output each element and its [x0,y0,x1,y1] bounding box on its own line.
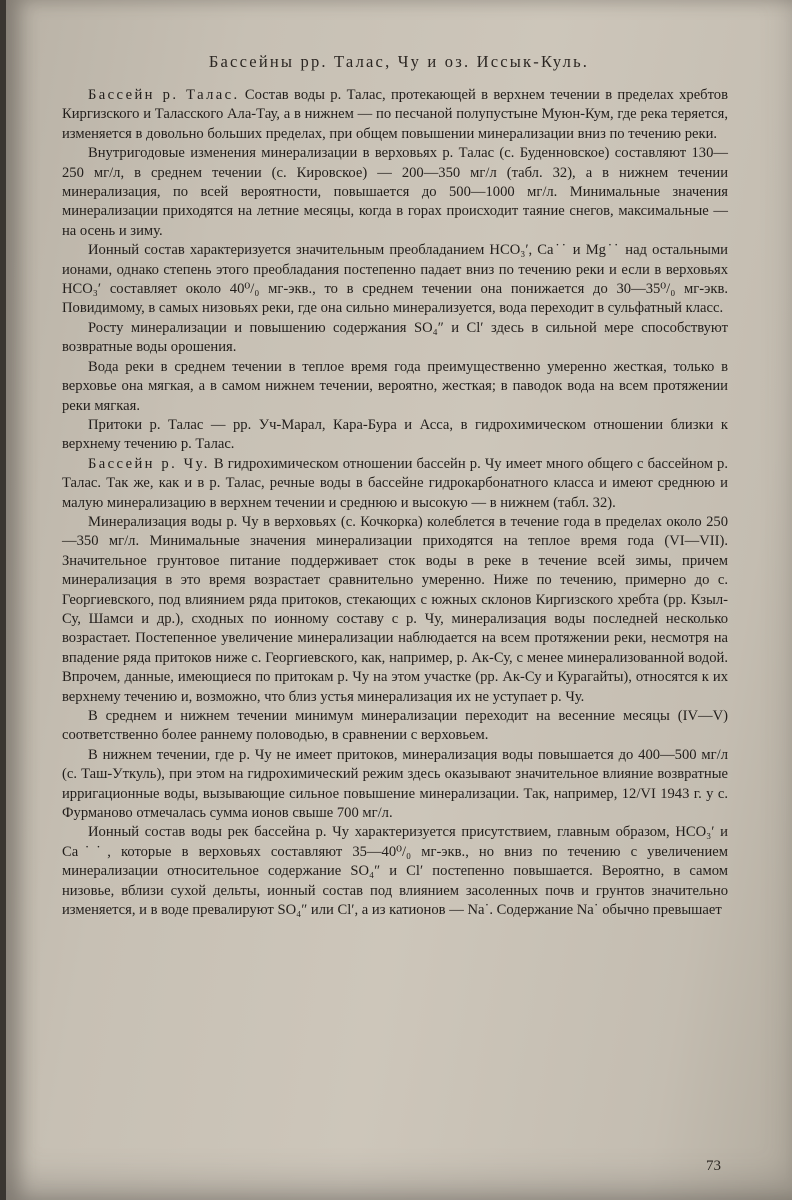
paragraph: Бассейн р. Талас. Состав воды р. Талас, протекающей в верхнем течении в пределах хребтов Киргизского и Таласского Ала-Тау, а в нижнем — по песчаной полупустыне Муюн-Кум, где река теряется, изменяется в довольно больших пределах, при общем повышении минерализации вниз по течению реки. [62,87,728,142]
paragraph: Ионный состав характеризуется значительным преобладанием HCO₃′, Ca˙˙ и Mg˙˙ над остальными ионами, однако степень этого преобладания постепенно падает вниз по течению реки и если в верховьях HCO₃′ составляет около 40⁰/₀ мг-экв., то в среднем течении она понижается до 30—35⁰/₀ мг-экв. Повидимому, в самых низовьях реки, где она сильно минерализуется, вода переходит в сульфатный класс. [62,242,728,317]
paragraph: Притоки р. Талас — рр. Уч-Марал, Кара-Бура и Асса, в гидрохимическом отношении близки к верхнему течению р. Талас. [62,416,728,453]
paragraph: Ионный состав воды рек бассейна р. Чу характеризуется присутствием, главным образом, HCO₃′ и Ca˙˙, которые в верховьях составляют 35—40⁰/₀ мг-экв., но вниз по течению с увеличением минерализации относительное содержание SO₄″ и Cl′ постепенно повышается. Вероятно, в самом низовье, вблизи сухой дельты, ионный состав под влиянием засоленных почв и грунтов значительно изменяется, и в воде превалируют SO₄″ или Cl′, а из катионов — Na˙. Содержание Na˙ обычно превышает [62,824,728,919]
paragraph: В нижнем течении, где р. Чу не имеет притоков, минерализация воды повышается до 400—500 мг/л (с. Таш-Уткуль), при этом на гидрохимический режим здесь оказывают значительное влияние возвратные ирригационные воды, вызывающие сильное повышение минерализации. Так, например, 12/VI 1943 г. у с. Фурманово отмечалась сумма ионов свыше 700 мг/л. [62,746,728,822]
body-text [62,86,728,920]
paragraph: Росту минерализации и повышению содержания SO₄″ и Cl′ здесь в сильной мере способствуют возвратные воды орошения. [62,319,728,356]
section-heading: Бассейн р. Чу. [88,455,210,472]
paragraph: В среднем и нижнем течении минимум минерализации переходит на весенние месяцы (IV—V) соответственно более раннему половодью, в сравнении с верховьем. [62,708,728,744]
paragraph: Вода реки в среднем течении в теплое время года преимущественно умеренно жесткая, только в верховье она мягкая, а в самом нижнем течении, вероятно, жесткая; в паводок вода на всем протяжении реки мягкая. [62,358,728,414]
paragraph: Минерализация воды р. Чу в верховьях (с. Кочкорка) колеблется в течение года в пределах около 250—350 мг/л. Минимальные значения минерализации приходятся на теплое время года (VI—VII). Значительное грунтовое питание поддерживает сток воды в реке в течение всей зимы, причем минерализация в это время возрастает сравнительно умеренно. Ниже по течению, примерно до с. Георгиевского, под влиянием ряда притоков, стекающих с южных склонов Киргизского хребта (рр. Кзыл-Су, Шамси и др.), сходных по ионному составу с р. Чу, минерализация воды последней несколько возрастает. Постепенное увеличение минерализации наблюдается на всем протяжении реки, несмотря на впадение ряда притоков ниже с. Георгиевского, как, например, р. Ак-Су, с менее минерализованной водой. Впрочем, данные, имеющиеся по притокам р. Чу на этом участке (рр. Ак-Су и Курагайты), относятся к их верхнему течению и, возможно, что близ устья минерализация их не уступает р. Чу. [62,513,728,705]
book-page [6,0,792,1200]
page-number: 73 [706,1158,721,1174]
section-heading: Бассейн р. Талас. [88,87,240,103]
page-title: Бассейны рр. Талас, Чу и оз. Иссык-Куль. [208,52,590,71]
paragraph: Бассейн р. Чу. В гидрохимическом отношении бассейн р. Чу имеет много общего с бассейном р. Талас. Так же, как и в р. Талас, речные воды в бассейне гидрокарбонатного класса и имеют среднюю и малую минерализацию в верхнем течении и среднюю и высокую — в нижнем (табл. 32). [62,455,728,511]
paragraph: Внутригодовые изменения минерализации в верховьях р. Талас (с. Буденновское) составляют 130—250 мг/л, в среднем течении (с. Кировское) — 200—350 мг/л (табл. 32), а в нижнем течении минерализация, по всей вероятности, повышается до 500—1000 мг/л. Минимальные значения минерализации приходятся на летние месяцы, когда в горах происходит таяние снегов, максимальные — на осень и зиму. [62,145,728,239]
